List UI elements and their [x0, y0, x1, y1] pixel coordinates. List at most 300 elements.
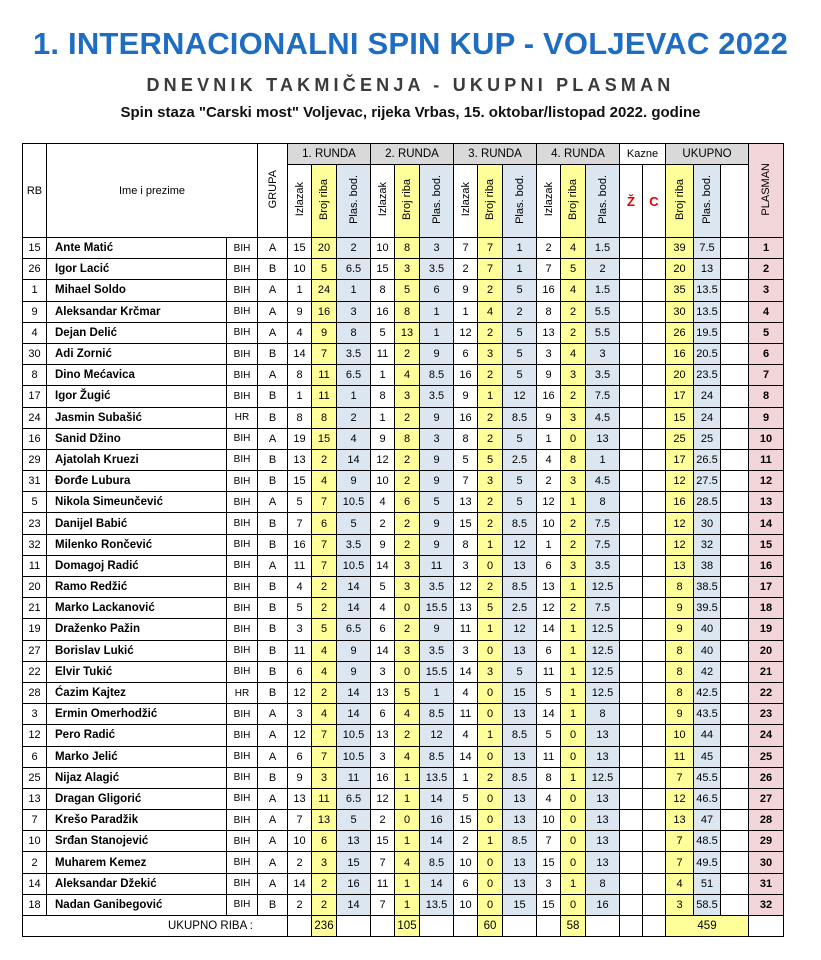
points-cell: 9	[420, 407, 454, 428]
header-total-fish: Broj riba	[666, 165, 694, 238]
red-penalty-cell	[643, 386, 666, 407]
placement-cell: 30	[749, 852, 784, 873]
izlazak-cell: 6	[537, 640, 561, 661]
points-cell: 10.5	[337, 492, 371, 513]
table-row	[23, 513, 784, 534]
name-cell: Aleksandar Džekić	[47, 873, 227, 894]
points-cell: 1.5	[586, 280, 620, 301]
fish-count-cell: 2	[395, 449, 420, 470]
red-penalty-cell	[643, 365, 666, 386]
yellow-penalty-cell	[620, 661, 643, 682]
total-points-cell: 44	[694, 725, 721, 746]
izlazak-cell: 13	[288, 449, 312, 470]
group-cell: B	[258, 513, 288, 534]
country-cell: BIH	[227, 513, 258, 534]
points-cell: 15	[503, 894, 537, 915]
table-row	[23, 704, 784, 725]
group-cell: B	[258, 894, 288, 915]
izlazak-cell: 13	[537, 322, 561, 343]
fish-count-cell: 9	[312, 322, 337, 343]
red-penalty-cell	[643, 661, 666, 682]
izlazak-cell: 11	[454, 704, 478, 725]
izlazak-cell: 9	[537, 365, 561, 386]
izlazak-cell: 16	[537, 386, 561, 407]
points-cell: 3.5	[420, 386, 454, 407]
points-cell: 6.5	[337, 365, 371, 386]
group-cell: B	[258, 619, 288, 640]
points-cell: 13	[503, 810, 537, 831]
points-cell: 5	[503, 471, 537, 492]
points-cell: 9	[420, 619, 454, 640]
points-cell: 13	[586, 852, 620, 873]
spacer-cell	[721, 407, 749, 428]
fish-count-cell: 5	[312, 259, 337, 280]
red-penalty-cell	[643, 767, 666, 788]
izlazak-cell: 4	[537, 449, 561, 470]
total-points-cell: 49.5	[694, 852, 721, 873]
rb-cell: 1	[23, 280, 47, 301]
total-fish-cell: 30	[666, 301, 694, 322]
yellow-penalty-cell	[620, 280, 643, 301]
table-row	[23, 407, 784, 428]
country-cell: BIH	[227, 810, 258, 831]
spacer-cell	[721, 704, 749, 725]
fish-count-cell: 0	[395, 661, 420, 682]
group-cell: A	[258, 492, 288, 513]
izlazak-cell: 8	[537, 301, 561, 322]
points-cell: 13	[503, 852, 537, 873]
izlazak-cell: 14	[537, 619, 561, 640]
points-cell: 8.5	[503, 513, 537, 534]
spacer-cell	[721, 577, 749, 598]
fish-count-cell: 4	[561, 343, 586, 364]
placement-cell: 19	[749, 619, 784, 640]
fish-count-cell: 7	[478, 259, 503, 280]
name-cell: Ante Matić	[47, 238, 227, 259]
fish-count-cell: 2	[561, 322, 586, 343]
table-row	[23, 449, 784, 470]
points-cell: 13	[503, 704, 537, 725]
fish-count-cell: 4	[478, 301, 503, 322]
rb-cell: 23	[23, 513, 47, 534]
izlazak-cell: 4	[454, 725, 478, 746]
group-cell: B	[258, 598, 288, 619]
fish-count-cell: 2	[395, 534, 420, 555]
red-penalty-cell	[643, 577, 666, 598]
points-cell: 12	[503, 619, 537, 640]
table-row	[23, 365, 784, 386]
points-cell: 5	[503, 322, 537, 343]
points-cell: 1	[420, 682, 454, 703]
izlazak-cell: 7	[537, 831, 561, 852]
spacer-cell	[721, 873, 749, 894]
total-points-cell: 27.5	[694, 471, 721, 492]
points-cell: 9	[420, 449, 454, 470]
red-penalty-cell	[643, 788, 666, 809]
rb-cell: 22	[23, 661, 47, 682]
yellow-penalty-cell	[620, 428, 643, 449]
name-cell: Mihael Soldo	[47, 280, 227, 301]
fish-count-cell: 2	[395, 407, 420, 428]
points-cell: 3.5	[586, 555, 620, 576]
points-cell: 8	[337, 322, 371, 343]
fish-count-cell: 3	[561, 407, 586, 428]
points-cell: 9	[337, 661, 371, 682]
points-cell: 16	[337, 873, 371, 894]
results-body	[23, 238, 784, 916]
izlazak-cell: 4	[454, 682, 478, 703]
points-cell: 3.5	[337, 534, 371, 555]
points-cell: 16	[420, 810, 454, 831]
country-cell: BIH	[227, 280, 258, 301]
total-points-cell: 19.5	[694, 322, 721, 343]
points-cell: 9	[420, 534, 454, 555]
total-points-cell: 42.5	[694, 682, 721, 703]
fish-count-cell: 16	[312, 301, 337, 322]
points-cell: 3.5	[586, 365, 620, 386]
total-fish-cell: 8	[666, 682, 694, 703]
izlazak-cell: 13	[537, 577, 561, 598]
izlazak-cell: 9	[371, 428, 395, 449]
spacer-cell	[721, 894, 749, 915]
group-cell: A	[258, 428, 288, 449]
points-cell: 8.5	[420, 704, 454, 725]
total-fish-cell: 9	[666, 704, 694, 725]
yellow-penalty-cell	[620, 322, 643, 343]
izlazak-cell: 2	[537, 238, 561, 259]
table-row	[23, 746, 784, 767]
total-fish-cell: 15	[666, 407, 694, 428]
red-penalty-cell	[643, 471, 666, 492]
red-penalty-cell	[643, 619, 666, 640]
izlazak-cell: 3	[454, 555, 478, 576]
fish-count-cell: 1	[561, 704, 586, 725]
points-cell: 8.5	[503, 767, 537, 788]
total-fish-cell: 8	[666, 640, 694, 661]
fish-count-cell: 3	[395, 555, 420, 576]
points-cell: 13	[586, 428, 620, 449]
fish-count-cell: 1	[561, 661, 586, 682]
name-cell: Draženko Pažin	[47, 619, 227, 640]
fish-count-cell: 7	[312, 343, 337, 364]
fish-count-cell: 1	[561, 619, 586, 640]
total-fish-cell: 3	[666, 894, 694, 915]
fish-count-cell: 4	[395, 746, 420, 767]
points-cell: 1.5	[586, 238, 620, 259]
izlazak-cell: 16	[454, 365, 478, 386]
rb-cell: 24	[23, 407, 47, 428]
izlazak-cell: 16	[537, 280, 561, 301]
table-row	[23, 259, 784, 280]
group-cell: B	[258, 471, 288, 492]
points-cell: 7.5	[586, 513, 620, 534]
group-cell: B	[258, 386, 288, 407]
points-cell: 14	[337, 598, 371, 619]
points-cell: 5.5	[586, 322, 620, 343]
red-penalty-cell	[643, 301, 666, 322]
rb-cell: 10	[23, 831, 47, 852]
izlazak-cell: 6	[454, 873, 478, 894]
fish-count-cell: 11	[312, 788, 337, 809]
izlazak-cell: 15	[454, 810, 478, 831]
fish-count-cell: 1	[478, 386, 503, 407]
spacer-cell	[721, 788, 749, 809]
country-cell: BIH	[227, 365, 258, 386]
izlazak-cell: 7	[371, 894, 395, 915]
placement-cell: 31	[749, 873, 784, 894]
name-cell: Nijaz Alagić	[47, 767, 227, 788]
spacer-cell	[721, 746, 749, 767]
name-cell: Domagoj Radić	[47, 555, 227, 576]
rb-cell: 20	[23, 577, 47, 598]
name-cell: Jasmin Subašić	[47, 407, 227, 428]
izlazak-cell: 6	[454, 343, 478, 364]
red-penalty-cell	[643, 343, 666, 364]
group-cell: A	[258, 301, 288, 322]
izlazak-cell: 15	[288, 471, 312, 492]
footer-r4-total: 58	[561, 916, 586, 937]
rb-cell: 29	[23, 449, 47, 470]
fish-count-cell: 5	[561, 259, 586, 280]
izlazak-cell: 7	[288, 513, 312, 534]
yellow-penalty-cell	[620, 640, 643, 661]
fish-count-cell: 5	[312, 619, 337, 640]
izlazak-cell: 6	[288, 746, 312, 767]
table-row	[23, 555, 784, 576]
fish-count-cell: 8	[395, 301, 420, 322]
fish-count-cell: 2	[561, 534, 586, 555]
fish-count-cell: 13	[312, 810, 337, 831]
page-subtitle: DNEVNIK TAKMIČENJA - UKUPNI PLASMAN	[146, 75, 675, 95]
red-penalty-cell	[643, 831, 666, 852]
table-row	[23, 386, 784, 407]
izlazak-cell: 8	[371, 280, 395, 301]
izlazak-cell: 16	[454, 407, 478, 428]
points-cell: 14	[420, 831, 454, 852]
name-cell: Ermin Omerhodžić	[47, 704, 227, 725]
fish-count-cell: 3	[395, 386, 420, 407]
izlazak-cell: 8	[454, 428, 478, 449]
placement-cell: 13	[749, 492, 784, 513]
placement-cell: 12	[749, 471, 784, 492]
name-cell: Aleksandar Krčmar	[47, 301, 227, 322]
rb-cell: 5	[23, 492, 47, 513]
total-fish-cell: 7	[666, 767, 694, 788]
points-cell: 3	[586, 343, 620, 364]
red-penalty-cell	[643, 259, 666, 280]
fish-count-cell: 0	[561, 831, 586, 852]
yellow-penalty-cell	[620, 873, 643, 894]
fish-count-cell: 5	[395, 280, 420, 301]
points-cell: 16	[586, 894, 620, 915]
name-cell: Adi Zornić	[47, 343, 227, 364]
fish-count-cell: 2	[561, 301, 586, 322]
izlazak-cell: 5	[454, 449, 478, 470]
points-cell: 12.5	[586, 682, 620, 703]
header-ukupno: UKUPNO	[666, 144, 749, 165]
izlazak-cell: 10	[371, 471, 395, 492]
placement-cell: 17	[749, 577, 784, 598]
red-penalty-cell	[643, 746, 666, 767]
yellow-penalty-cell	[620, 725, 643, 746]
fish-count-cell: 3	[312, 767, 337, 788]
izlazak-cell: 3	[371, 661, 395, 682]
country-cell: BIH	[227, 449, 258, 470]
izlazak-cell: 4	[371, 492, 395, 513]
yellow-penalty-cell	[620, 746, 643, 767]
rb-cell: 28	[23, 682, 47, 703]
izlazak-cell: 5	[288, 492, 312, 513]
total-fish-cell: 17	[666, 449, 694, 470]
red-penalty-cell	[643, 810, 666, 831]
group-cell: B	[258, 661, 288, 682]
points-cell: 6	[420, 280, 454, 301]
total-fish-cell: 17	[666, 386, 694, 407]
total-points-cell: 30	[694, 513, 721, 534]
izlazak-cell: 12	[371, 788, 395, 809]
fish-count-cell: 2	[561, 513, 586, 534]
points-cell: 8.5	[503, 577, 537, 598]
rb-cell: 6	[23, 746, 47, 767]
placement-cell: 29	[749, 831, 784, 852]
points-cell: 14	[420, 873, 454, 894]
points-cell: 4	[337, 428, 371, 449]
fish-count-cell: 0	[478, 640, 503, 661]
table-row	[23, 598, 784, 619]
izlazak-cell: 7	[454, 238, 478, 259]
total-points-cell: 51	[694, 873, 721, 894]
total-points-cell: 48.5	[694, 831, 721, 852]
spacer-cell	[721, 619, 749, 640]
points-cell: 3.5	[420, 577, 454, 598]
rb-cell: 26	[23, 259, 47, 280]
header-runda-4: 4. RUNDA	[537, 144, 620, 165]
spacer-cell	[721, 661, 749, 682]
izlazak-cell: 12	[537, 598, 561, 619]
name-cell: Dejan Delić	[47, 322, 227, 343]
yellow-penalty-cell	[620, 810, 643, 831]
fish-count-cell: 2	[561, 598, 586, 619]
spacer-cell	[721, 301, 749, 322]
rb-cell: 4	[23, 322, 47, 343]
fish-count-cell: 1	[395, 894, 420, 915]
placement-cell: 27	[749, 788, 784, 809]
points-cell: 8.5	[420, 746, 454, 767]
placement-cell: 2	[749, 259, 784, 280]
placement-cell: 26	[749, 767, 784, 788]
total-fish-cell: 7	[666, 831, 694, 852]
izlazak-cell: 15	[288, 238, 312, 259]
izlazak-cell: 11	[454, 619, 478, 640]
points-cell: 10.5	[337, 746, 371, 767]
izlazak-cell: 15	[371, 259, 395, 280]
rb-cell: 21	[23, 598, 47, 619]
placement-cell: 22	[749, 682, 784, 703]
red-penalty-cell	[643, 640, 666, 661]
red-penalty-cell	[643, 513, 666, 534]
yellow-penalty-cell	[620, 704, 643, 725]
table-row	[23, 301, 784, 322]
fish-count-cell: 2	[478, 428, 503, 449]
points-cell: 15.5	[420, 598, 454, 619]
spacer-cell	[721, 852, 749, 873]
rb-cell: 17	[23, 386, 47, 407]
total-fish-cell: 20	[666, 259, 694, 280]
izlazak-cell: 12	[288, 725, 312, 746]
name-cell: Milenko Rončević	[47, 534, 227, 555]
fish-count-cell: 5	[478, 449, 503, 470]
name-cell: Igor Lacić	[47, 259, 227, 280]
yellow-penalty-cell	[620, 471, 643, 492]
rb-cell: 27	[23, 640, 47, 661]
izlazak-cell: 1	[288, 280, 312, 301]
placement-cell: 4	[749, 301, 784, 322]
group-cell: B	[258, 534, 288, 555]
fish-count-cell: 3	[312, 852, 337, 873]
izlazak-cell: 2	[288, 852, 312, 873]
fish-count-cell: 4	[312, 661, 337, 682]
yellow-penalty-cell	[620, 301, 643, 322]
name-cell: Borislav Lukić	[47, 640, 227, 661]
points-cell: 1	[586, 449, 620, 470]
total-points-cell: 47	[694, 810, 721, 831]
total-points-cell: 38.5	[694, 577, 721, 598]
points-cell: 12	[420, 725, 454, 746]
izlazak-cell: 14	[454, 661, 478, 682]
points-cell: 13.5	[420, 767, 454, 788]
points-cell: 3.5	[420, 259, 454, 280]
total-fish-cell: 12	[666, 471, 694, 492]
izlazak-cell: 14	[371, 555, 395, 576]
fish-count-cell: 3	[395, 640, 420, 661]
name-cell: Đorđe Lubura	[47, 471, 227, 492]
fish-count-cell: 1	[478, 831, 503, 852]
header-izlazak: Izlazak	[454, 165, 478, 238]
group-cell: A	[258, 788, 288, 809]
points-cell: 1	[503, 259, 537, 280]
fish-count-cell: 3	[561, 365, 586, 386]
group-cell: A	[258, 746, 288, 767]
points-cell: 13	[503, 640, 537, 661]
izlazak-cell: 1	[288, 386, 312, 407]
izlazak-cell: 13	[371, 725, 395, 746]
izlazak-cell: 13	[454, 598, 478, 619]
izlazak-cell: 12	[371, 449, 395, 470]
rb-cell: 13	[23, 788, 47, 809]
fish-count-cell: 7	[312, 746, 337, 767]
total-fish-cell: 11	[666, 746, 694, 767]
points-cell: 13	[586, 746, 620, 767]
points-cell: 5	[503, 365, 537, 386]
total-points-cell: 40	[694, 640, 721, 661]
points-cell: 1	[420, 322, 454, 343]
total-fish-cell: 26	[666, 322, 694, 343]
placement-cell: 8	[749, 386, 784, 407]
points-cell: 14	[420, 788, 454, 809]
total-fish-cell: 4	[666, 873, 694, 894]
fish-count-cell: 1	[395, 831, 420, 852]
footer-grand-total: 459	[666, 916, 749, 937]
country-cell: BIH	[227, 471, 258, 492]
points-cell: 10.5	[337, 725, 371, 746]
spacer-cell	[721, 386, 749, 407]
points-cell: 12.5	[586, 640, 620, 661]
fish-count-cell: 7	[312, 492, 337, 513]
points-cell: 3	[337, 301, 371, 322]
izlazak-cell: 16	[371, 301, 395, 322]
fish-count-cell: 3	[395, 259, 420, 280]
table-row	[23, 322, 784, 343]
